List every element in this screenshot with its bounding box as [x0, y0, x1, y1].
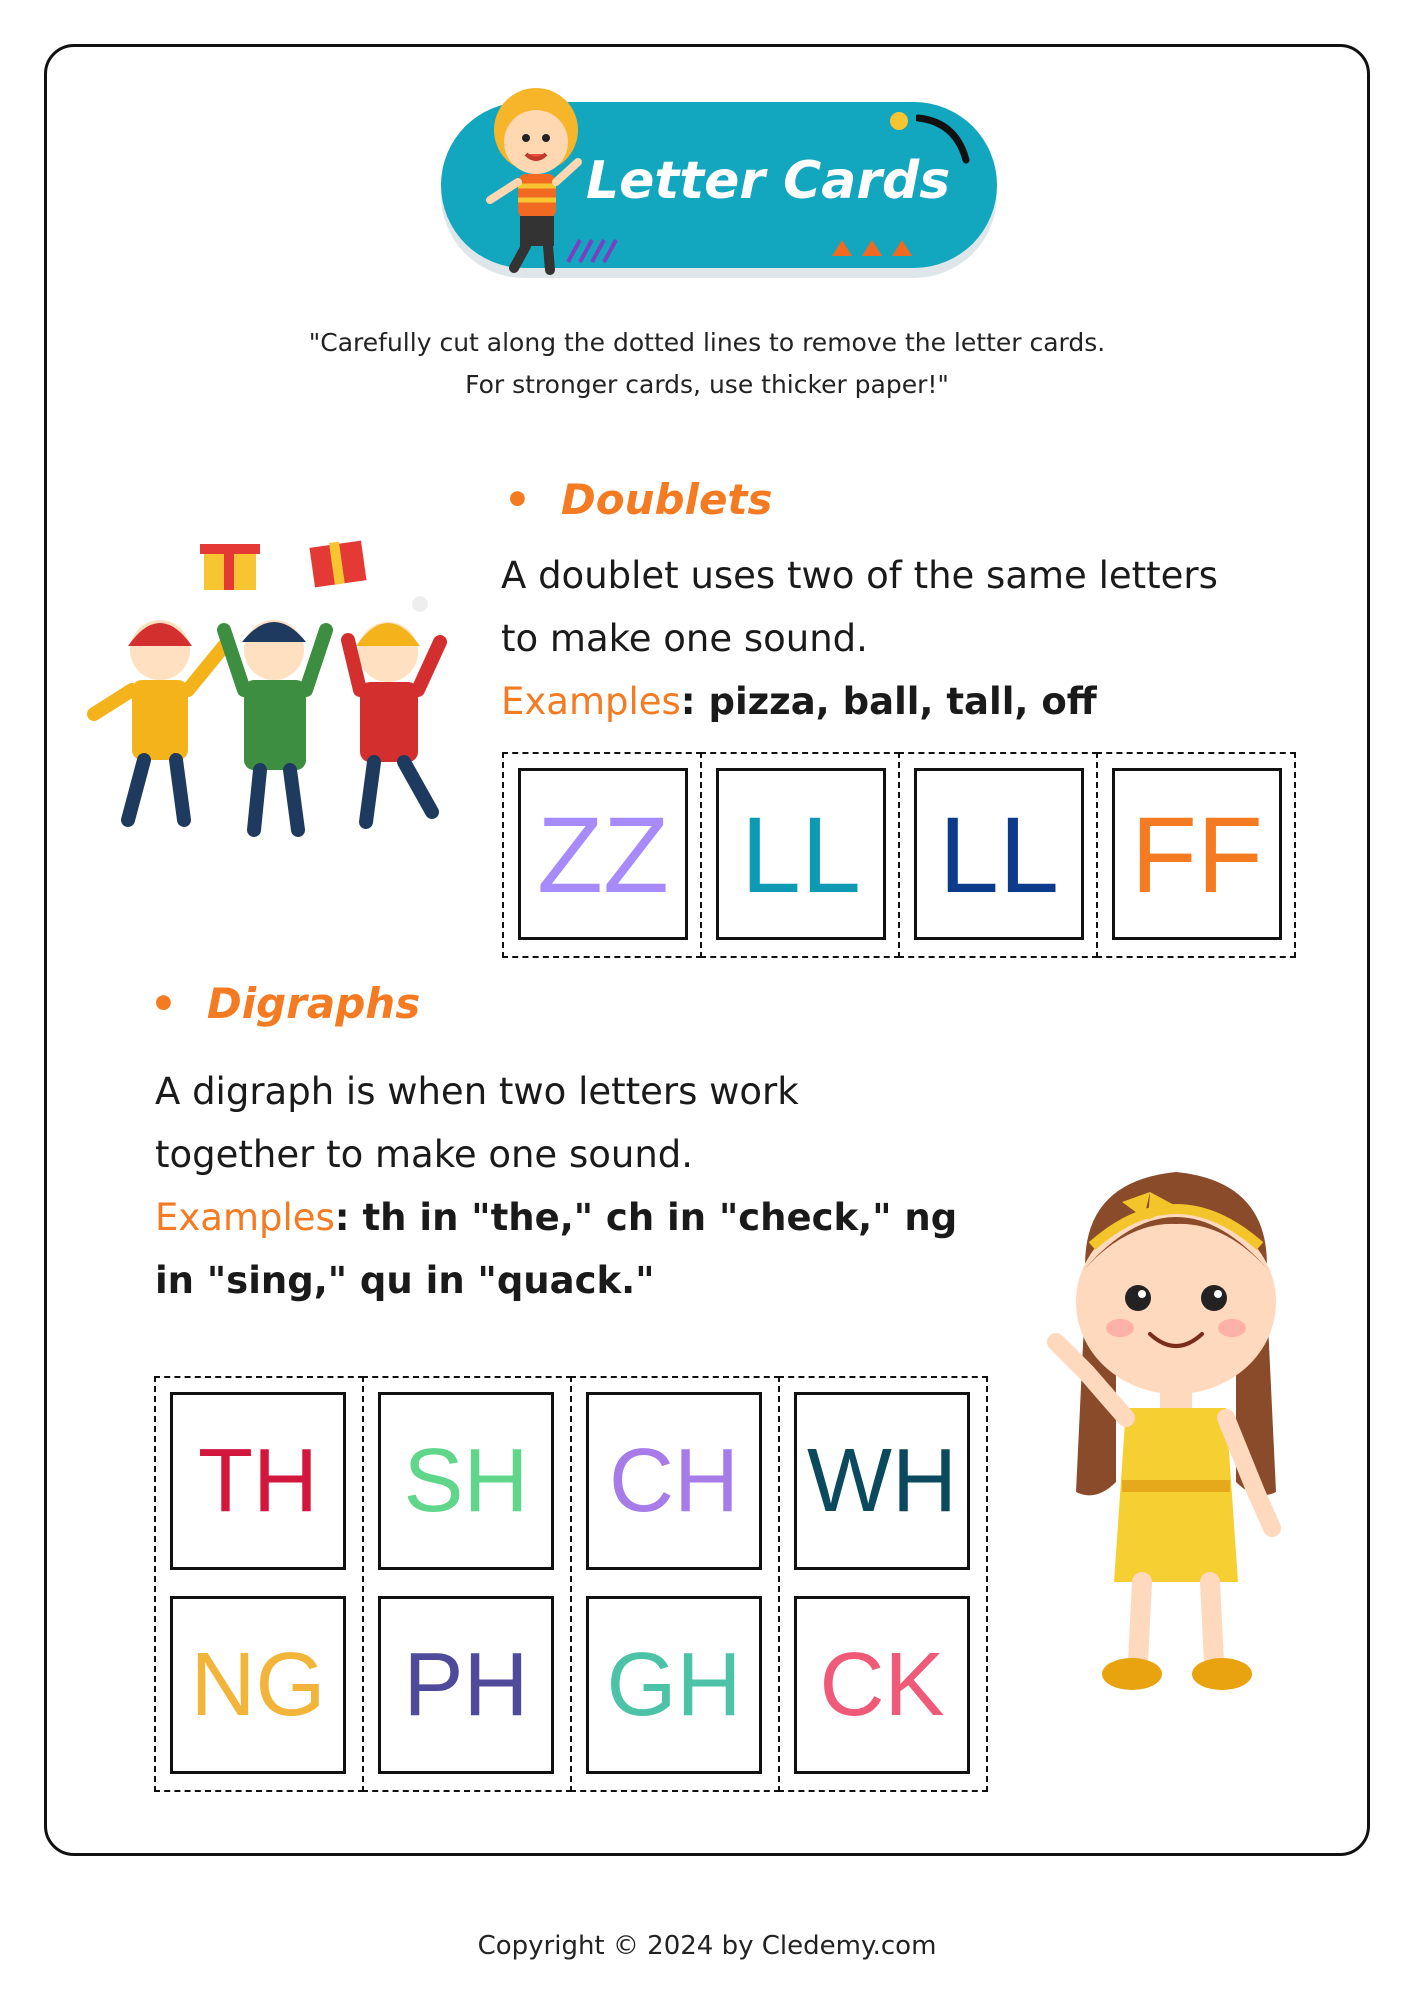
bullet-icon: •	[504, 475, 531, 524]
letter-card: FF	[1112, 768, 1282, 940]
letter-card: WH	[794, 1392, 970, 1570]
digraphs-desc-line-1: A digraph is when two letters work	[155, 1070, 799, 1113]
letter-card: LL	[716, 768, 886, 940]
letter-card: CH	[586, 1392, 762, 1570]
banner-dot-decoration	[890, 112, 908, 130]
digraphs-heading	[150, 976, 420, 1032]
doublets-heading-text: Doublets	[560, 475, 773, 524]
copyright-footer: Copyright © 2024 by Cledemy.com	[477, 1931, 937, 1961]
letter-card: ZZ	[518, 768, 688, 940]
doublets-desc-line-1: A doublet uses two of the same letters	[501, 554, 1218, 597]
letter-card: LL	[914, 768, 1084, 940]
doublets-heading	[504, 472, 773, 528]
doublets-desc-line-2: to make one sound.	[501, 617, 868, 660]
letter-card: NG	[170, 1596, 346, 1774]
cutting-instruction	[300, 322, 1114, 406]
digraphs-examples-line-2: in "sing," qu in "quack."	[155, 1259, 655, 1302]
digraphs-heading-text: Digraphs	[206, 979, 421, 1028]
doublets-description	[501, 544, 1218, 733]
digraphs-desc-line-2: together to make one sound.	[155, 1133, 694, 1176]
letter-card: SH	[378, 1392, 554, 1570]
letter-card: PH	[378, 1596, 554, 1774]
digraphs-description	[155, 1060, 957, 1312]
boy-illustration	[470, 82, 600, 282]
instruction-line-1: "Carefully cut along the dotted lines to remove the letter cards.	[308, 328, 1106, 357]
banner-triangles-decoration	[832, 236, 922, 258]
kids-celebrating-illustration	[84, 530, 464, 850]
examples-label: Examples	[501, 680, 681, 723]
digraphs-examples-text: : th in "the," ch in "check," ng	[334, 1196, 958, 1239]
letter-card: TH	[170, 1392, 346, 1570]
doublets-examples	[501, 670, 1218, 733]
letter-card: CK	[794, 1596, 970, 1774]
instruction-line-2: For stronger cards, use thicker paper!"	[465, 370, 949, 399]
letter-card: GH	[586, 1596, 762, 1774]
page-title: Letter Cards	[586, 151, 951, 211]
girl-waving-illustration	[1026, 1162, 1326, 1722]
doublets-examples-text: : pizza, ball, tall, off	[680, 680, 1097, 723]
digraphs-examples-line-1	[155, 1186, 957, 1249]
examples-label: Examples	[155, 1196, 335, 1239]
bullet-icon: •	[150, 979, 177, 1028]
